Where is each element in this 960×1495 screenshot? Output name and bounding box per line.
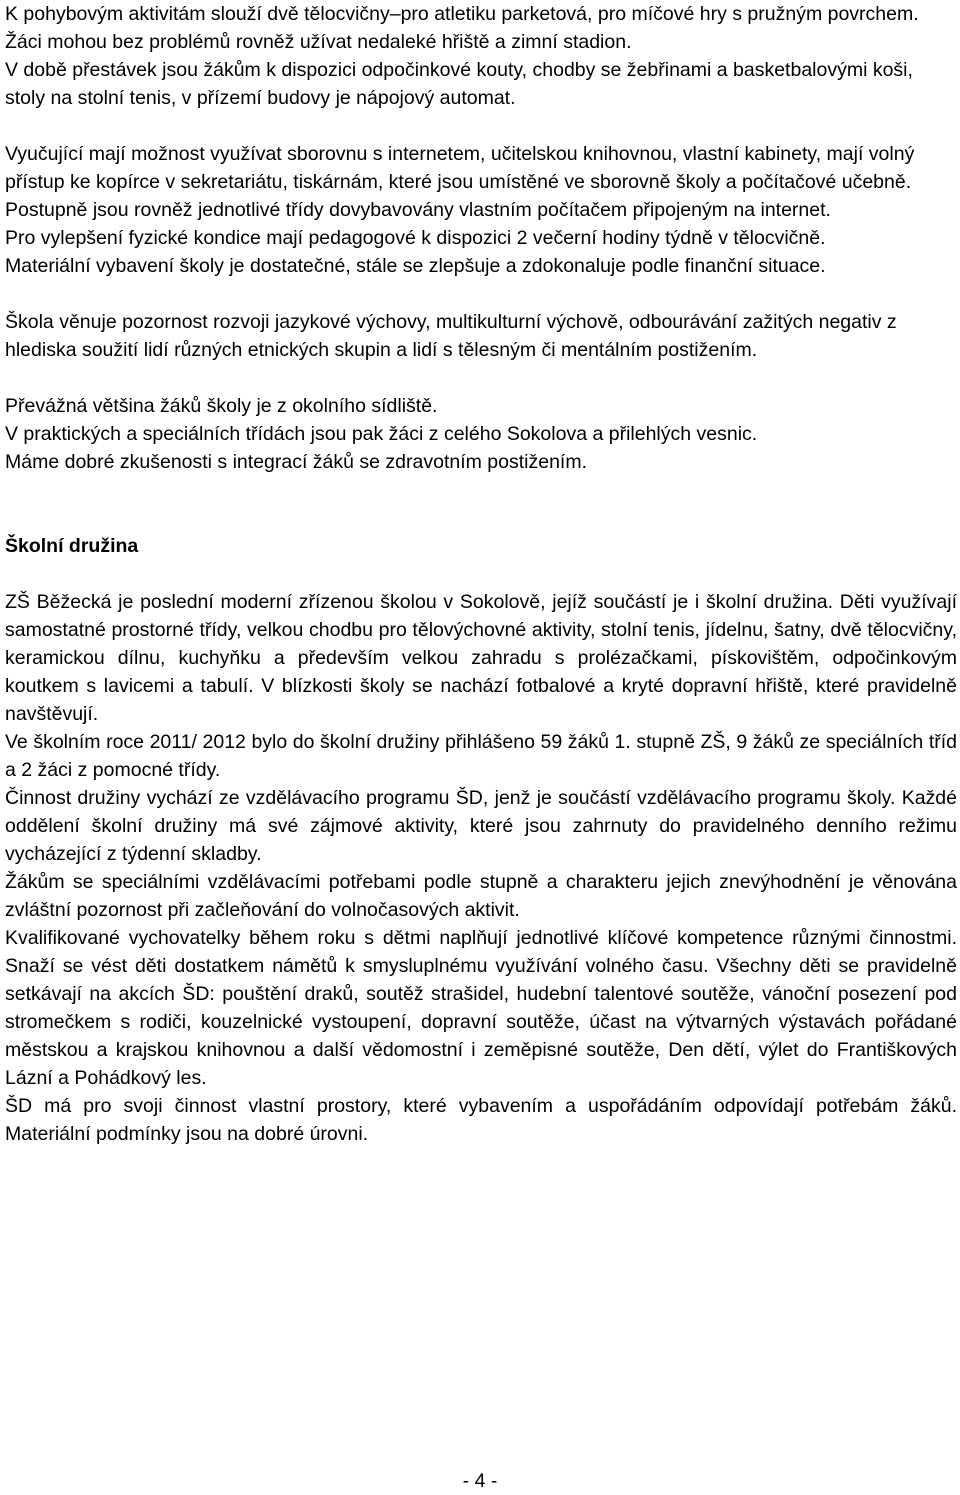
spacer xyxy=(5,364,957,392)
spacer xyxy=(5,280,957,308)
paragraph-fitness: Pro vylepšení fyzické kondice mají pedagogové k dispozici 2 večerní hodiny týdně v tělocvičně. xyxy=(5,227,826,249)
paragraph-special-classes: V praktických a speciálních třídách jsou pak žáci z celého Sokolova a přilehlých vesnic. xyxy=(5,423,758,445)
paragraph-teachers: Vyučující mají možnost využívat sborovnu s internetem, učitelskou knihovnou, vlastní kabinety, mají volný přístup ke kopírce v sekretariátu, tiskárnám, které jsou umístěné ve sborovně školy a počítačové učebně. Postupně jsou rovněž jednotlivé třídy dovybavovány vlastním počítačem připojeným na internet. xyxy=(5,143,915,221)
paragraph-program: Činnost družiny vychází ze vzdělávacího programu ŠD, jenž je součástí vzdělávacího programu školy. Každé oddělení školní družiny má své zájmové aktivity, které jsou zahrnuty do pravidelného denního režimu vycházející z týdenní skladby. xyxy=(5,787,957,865)
paragraph-premises: ŠD má pro svoji činnost vlastní prostory, které vybavením a uspořádáním odpovídají potřebám žáků. Materiální podmínky jsou na dobré úrovni. xyxy=(5,1095,957,1145)
paragraph-sports-facilities: K pohybovým aktivitám slouží dvě tělocvičny–pro atletiku parketová, pro míčové hry s pružným povrchem. Žáci mohou bez problémů rovněž užívat nedaleké hřiště a zimní stadion. xyxy=(5,3,919,53)
page-number: - 4 - xyxy=(462,1470,498,1492)
paragraph-equipment: Materiální vybavení školy je dostatečné, stále se zlepšuje a zdokonaluje podle finanční situace. xyxy=(5,255,826,277)
paragraph-special-needs: Žákům se speciálními vzdělávacími potřebami podle stupně a charakteru jejich znevýhodnění je věnována zvláštní pozornost při začleňování do volnočasových aktivit. xyxy=(5,871,957,921)
document-page xyxy=(5,0,957,1148)
paragraph-enrollment: Ve školním roce 2011/ 2012 bylo do školní družiny přihlášeno 59 žáků 1. stupně ZŠ, 9 žáků ze speciálních tříd a 2 žáci z pomocné třídy. xyxy=(5,731,957,781)
paragraph-activities: Kvalifikované vychovatelky během roku s dětmi naplňují jednotlivé klíčové kompetence různými činnostmi. Snaží se vést děti dostatkem námětů k smysluplnému využívání volného času. Všechny děti se pravidelně setkávají na akcích ŠD: pouštění draků, soutěž strašidel, hudební talentové soutěže, vánoční posezení pod stromečkem s rodiči, kouzelnické vystoupení, dopravní soutěže, účast na výtvarných výstavách pořádané městskou a krajskou knihovnou a další vědomostní i zeměpisné soutěže, Den dětí, výlet do Františkových Lázní a Pohádkový les. xyxy=(5,927,957,1089)
paragraph-integration: Máme dobré zkušenosti s integrací žáků se zdravotním postižením. xyxy=(5,451,588,473)
spacer xyxy=(5,476,957,532)
spacer xyxy=(5,112,957,140)
section-heading: Školní družina xyxy=(5,535,139,557)
paragraph-breaks: V době přestávek jsou žákům k dispozici odpočinkové kouty, chodby se žebřinami a basketbalovými koši, stoly na stolní tenis, v přízemí budovy je nápojový automat. xyxy=(5,59,913,109)
spacer xyxy=(5,560,957,588)
paragraph-education-focus: Škola věnuje pozornost rozvoji jazykové výchovy, multikulturní výchově, odbourávání zažitých negativ z hlediska soužití lidí různých etnických skupin a lidí s tělesným či mentálním postižením. xyxy=(5,311,897,361)
paragraph-after-school-club: ZŠ Běžecká je poslední moderní zřízenou školou v Sokolově, jejíž součástí je i školní družina. Děti využívají samostatné prostorné třídy, velkou chodbu pro tělovýchovné aktivity, stolní tenis, jídelnu, šatny, dvě tělocvičny, keramickou dílnu, kuchyňku a především velkou zahradu s prolézačkami, pískovištěm, odpočinkovým koutkem s lavicemi a tabulí. V blízkosti školy se nachází fotbalové a kryté dopravní hřiště, které pravidelně navštěvují. xyxy=(5,591,957,725)
paragraph-pupils-origin: Převážná většina žáků školy je z okolního sídliště. xyxy=(5,395,438,417)
